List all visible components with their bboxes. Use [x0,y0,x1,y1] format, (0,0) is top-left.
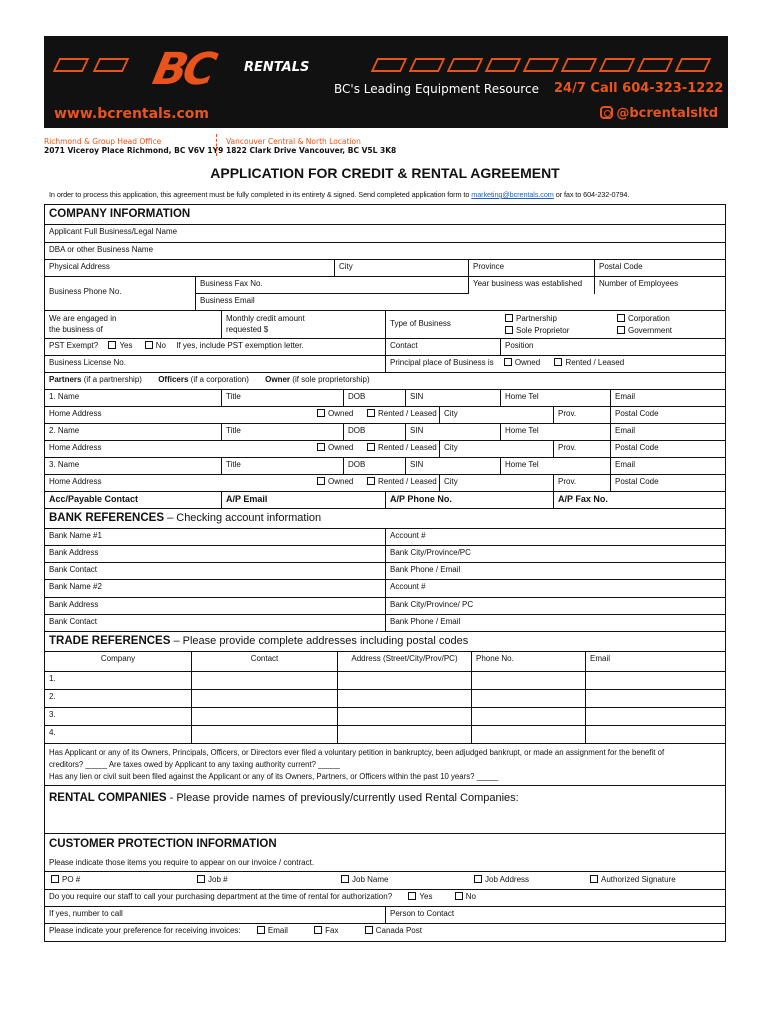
checkbox[interactable] [51,875,59,883]
section-bank [45,509,725,529]
option-label: Canada Post [375,926,422,935]
option-rented[interactable] [363,475,439,491]
row-bank-1-address [45,546,725,563]
field-number-to-call[interactable]: If yes, number to call [49,909,123,918]
checkbox-owned[interactable] [504,358,512,366]
cell[interactable] [337,690,471,707]
location-vancouver [226,137,396,155]
row-number: 3. [49,710,56,719]
option-label: Yes [419,892,433,901]
invoice-preference [45,924,426,941]
section-rental[interactable] [45,786,725,834]
section-heading: TRADE REFERENCES [49,635,171,647]
decor-stripe [371,58,408,72]
option-label: PO # [62,875,81,884]
option-label: Owned [514,358,541,367]
location-title: Vancouver Central & North Location [226,137,361,146]
checkbox[interactable] [505,314,513,322]
decor-stripe [637,58,674,72]
row-address [45,260,725,277]
field-label: Principal place of Business is [390,358,494,367]
field-name[interactable]: 2. Name [49,426,80,435]
field-pst-exempt [45,339,385,355]
instagram-handle[interactable] [600,106,718,121]
option-label: Government [628,326,673,335]
field-home-address[interactable]: Home Address [49,409,102,418]
column-header: Phone No. [471,652,585,671]
legal-questions [45,744,725,786]
decor-stripe [599,58,636,72]
checkbox-canada-post[interactable] [365,926,373,934]
option-rented[interactable] [363,407,439,423]
field-ap-phone[interactable]: A/P Phone No. [385,492,553,508]
field-engaged[interactable] [45,311,221,338]
checkbox-pst-no[interactable] [145,341,153,349]
field-label: We are engaged in [49,314,117,323]
intro-tail: or fax to 604-232-0794. [553,190,630,199]
checkbox[interactable] [505,326,513,334]
field-prov[interactable]: Prov. [553,407,610,423]
checkbox-pst-yes[interactable] [108,341,116,349]
section-subheading: – Checking account information [164,512,322,524]
row-partner-1-address [45,407,725,424]
legal-line: creditors? _____ Are taxes owed by Applicant to any taxing authority current? _____ [49,760,340,769]
section-heading: BANK REFERENCES [49,512,165,524]
option-label: Sole Proprietor [516,326,570,335]
field-city[interactable]: City [439,475,553,491]
field-name[interactable]: 1. Name [49,392,80,401]
cell[interactable] [471,708,585,725]
field-email[interactable]: Email [610,424,727,440]
option-label: Owned [328,477,354,486]
column-header: Address (Street/City/Prov/PC) [337,652,471,671]
field-business-fax[interactable]: Business Fax No. [195,277,468,294]
row-number: 4. [49,728,56,737]
option-corporation[interactable] [617,313,719,325]
decor-stripe [409,58,446,72]
section-subheading: - Please provide names of previously/currently used Rental Companies: [166,792,519,804]
row-number: 1. [49,674,56,683]
option-label: Fax [325,926,339,935]
field-name[interactable]: 3. Name [49,460,80,469]
section-heading: RENTAL COMPANIES [49,792,167,804]
field-postal-code[interactable]: Postal Code [610,475,727,491]
option-label: Rented / Leased [378,443,437,452]
column-header: Email [585,652,727,671]
field-bank-city[interactable]: Bank City/Province/PC [385,546,727,562]
option-label: No [155,341,166,350]
decor-stripe [53,58,90,72]
row-call-question [45,890,725,907]
field-principal-place [385,356,727,372]
row-partner-3 [45,458,725,475]
option-label: Corporation [628,314,670,323]
brand-name: RENTALS [244,60,310,75]
decor-stripe [523,58,560,72]
checkbox-email[interactable] [257,926,265,934]
call-question [45,890,480,906]
field-label: DBA or other Business Name [49,245,154,254]
row-call-details [45,907,725,924]
rental-heading [45,786,523,833]
field-postal-code[interactable]: Postal Code [610,407,727,423]
field-home-tel[interactable]: Home Tel [500,424,610,440]
field-num-employees[interactable]: Number of Employees [594,277,727,294]
row-number: 2. [49,692,56,701]
row-partner-2 [45,424,725,441]
field-label: the business of [49,325,103,334]
option-label: Email [267,926,288,935]
field-title[interactable]: Title [221,458,343,474]
cell[interactable] [191,672,337,689]
field-person-to-contact[interactable]: Person to Contact [385,907,727,923]
field-province[interactable]: Province [468,260,594,276]
field-account[interactable]: Account # [385,529,727,545]
field-business-email[interactable]: Business Email [195,294,468,311]
cell[interactable] [191,690,337,707]
section-trade [45,632,725,652]
checkbox-fax[interactable] [314,926,322,934]
table-row[interactable] [45,690,725,708]
table-row[interactable] [45,708,725,726]
section-protection [45,834,725,856]
checkbox[interactable] [317,409,325,417]
label: (if sole proprietorship) [292,375,370,384]
location-address: 1822 Clark Drive Vancouver, BC V5L 3K8 [226,146,397,155]
checkbox[interactable] [474,875,482,883]
checkbox[interactable] [367,443,375,451]
field-email[interactable]: Email [610,390,727,406]
field-label: PST Exempt? [49,341,99,350]
field-position[interactable]: Position [500,339,727,355]
field-ap-email[interactable]: A/P Email [221,492,385,508]
field-prov[interactable]: Prov. [553,475,610,491]
intro-text [49,190,629,199]
checkbox-rented[interactable] [554,358,562,366]
row-bank-2 [45,580,725,598]
field-prov[interactable]: Prov. [553,441,610,457]
row-pst [45,339,725,356]
cell[interactable] [337,726,471,743]
intro-body: In order to process this application, this agreement must be fully completed in its entirety & signed. Send completed application form to [49,190,472,199]
field-physical-address[interactable]: Physical Address [49,262,110,271]
trade-table-header [45,652,725,672]
brand-logo: BC [148,44,218,95]
label: Partners [49,375,82,384]
option-job[interactable] [193,872,232,889]
field-license[interactable]: Business License No. [49,358,126,367]
field-dba[interactable] [45,243,725,260]
field-account[interactable]: Account # [385,580,727,597]
field-sin[interactable]: SIN [405,424,500,440]
cell[interactable] [191,708,337,725]
checkbox[interactable] [317,477,325,485]
option-owned[interactable] [313,407,357,423]
field-legal-name[interactable] [45,225,725,243]
field-label: requested $ [226,325,269,334]
option-government[interactable] [617,325,719,337]
checkbox[interactable] [617,314,625,322]
decor-stripe [93,58,130,72]
row-partners-header [45,373,725,390]
divider [216,134,217,156]
field-label: Monthly credit amount [226,314,305,323]
option-label: Rented / Leased [565,358,625,367]
field-ap-contact[interactable]: Acc/Payable Contact [49,494,139,504]
field-title[interactable]: Title [221,390,343,406]
field-year-established[interactable]: Year business was established [468,277,594,294]
decor-stripe [485,58,522,72]
checkbox[interactable] [317,443,325,451]
option-label: Job Name [352,875,389,884]
label: Owner [265,375,291,384]
row-license [45,356,725,373]
table-row[interactable] [45,726,725,744]
location-title: Richmond & Group Head Office [44,137,162,146]
table-row[interactable] [45,672,725,690]
field-home-address[interactable]: Home Address [49,477,102,486]
field-title[interactable]: Title [221,424,343,440]
page-title: APPLICATION FOR CREDIT & RENTAL AGREEMENT [210,165,560,181]
option-po[interactable] [47,872,84,889]
question-text: Please indicate your preference for receiving invoices: [49,926,241,935]
legal-line: Has Applicant or any of its Owners, Principals, Officers, or Directors ever filed a voluntary petition in bankruptcy, been adjudged bankrupt, or made an assignment for the benefit of [49,748,665,757]
column-header: Company [100,654,136,663]
field-monthly-credit[interactable] [221,311,385,338]
field-city[interactable]: City [334,260,468,276]
instruction-text: Please indicate those items you require to appear on our invoice / contract. [49,858,315,867]
option-rented[interactable] [363,441,439,457]
label: (if a partnership) [83,375,142,384]
column-header: Contact [191,652,337,671]
option-auth-signature[interactable] [586,872,680,889]
option-label: Partnership [516,314,557,323]
decor-stripe [675,58,712,72]
field-ap-fax[interactable]: A/P Fax No. [553,492,727,508]
email-link[interactable]: marketing@bcrentals.com [471,190,554,199]
option-label: Rented / Leased [378,477,437,486]
field-home-tel[interactable]: Home Tel [500,390,610,406]
row-bank-1 [45,529,725,546]
field-contact[interactable]: Contact [385,339,500,355]
location-richmond [44,137,223,155]
checkbox-call-yes[interactable] [408,892,416,900]
checkbox[interactable] [617,326,625,334]
field-dob[interactable]: DOB [343,424,405,440]
tagline: BC's Leading Equipment Resource [334,82,539,96]
field-bank-name[interactable]: Bank Name #2 [49,582,102,591]
section-heading: COMPANY INFORMATION [49,208,191,220]
cell[interactable] [471,690,585,707]
instagram-text: @bcrentalsltd [616,106,718,121]
legal-text [45,744,668,785]
label: (if a corporation) [190,375,249,384]
option-job-address[interactable] [470,872,533,889]
field-city[interactable]: City [439,407,553,423]
row-phone [45,277,725,311]
field-bank-name[interactable]: Bank Name #1 [49,531,102,540]
field-bank-address[interactable]: Bank Address [49,600,99,609]
field-dob[interactable]: DOB [343,390,405,406]
phone-number: 24/7 Call 604-323-1222 [554,81,724,96]
option-label: Rented / Leased [378,409,437,418]
field-bank-phone[interactable]: Bank Phone / Email [385,563,727,579]
field-dob[interactable]: DOB [343,458,405,474]
option-label: Job Address [485,875,530,884]
option-label: No [465,892,476,901]
row-invoice-items [45,872,725,890]
instagram-icon [600,106,613,119]
option-label: Owned [328,443,354,452]
field-city[interactable]: City [439,441,553,457]
field-sin[interactable]: SIN [405,390,500,406]
field-label: Applicant Full Business/Legal Name [49,227,178,236]
field-home-tel[interactable]: Home Tel [500,458,610,474]
location-address: 2071 Viceroy Place Richmond, BC V6V 1Y9 [44,146,224,155]
checkbox[interactable] [590,875,598,883]
checkbox[interactable] [367,477,375,485]
field-bank-address[interactable]: Bank Address [49,548,99,557]
cell[interactable] [585,690,727,707]
header-banner [44,36,728,128]
partners-header [45,373,374,389]
field-bank-contact[interactable]: Bank Contact [49,565,98,574]
row-partner-3-address [45,475,725,492]
checkbox[interactable] [341,875,349,883]
decor-stripe [447,58,484,72]
section-company [45,205,725,225]
label: Officers [158,375,189,384]
row-partner-1 [45,390,725,407]
row-ap [45,492,725,509]
option-label: Owned [328,409,354,418]
legal-line: Has any lien or civil suit been filed against the Applicant or any of its Owners, Partners, or Officers within the past 10 years? _____ [49,772,499,781]
section-heading: CUSTOMER PROTECTION INFORMATION [49,838,277,850]
cell[interactable] [585,726,727,743]
cell[interactable] [585,708,727,725]
cell[interactable] [337,708,471,725]
row-bank-2-contact [45,615,725,632]
decor-stripe [561,58,598,72]
field-bank-city[interactable]: Bank City/Province/ PC [385,598,727,614]
field-bank-phone[interactable]: Bank Phone / Email [385,615,727,631]
field-postal-code[interactable]: Postal Code [594,260,727,276]
option-label: Yes [119,341,133,350]
pst-note: If yes, include PST exemption letter. [176,341,304,350]
row-invoice-pref [45,924,725,941]
row-partner-2-address [45,441,725,458]
application-form [44,204,726,942]
field-business-phone[interactable]: Business Phone No. [49,287,122,296]
cell[interactable] [337,672,471,689]
business-type-options-2 [613,311,723,338]
cell[interactable] [471,726,585,743]
cell[interactable] [191,726,337,743]
row-engaged [45,311,725,339]
cell[interactable] [471,672,585,689]
option-owned[interactable] [313,441,357,457]
option-partnership[interactable] [505,313,607,325]
field-postal-code[interactable]: Postal Code [610,441,727,457]
website-link[interactable]: www.bcrentals.com [54,106,210,122]
option-owned[interactable] [313,475,357,491]
field-email[interactable]: Email [610,458,727,474]
section-subheading: – Please provide complete addresses including postal codes [170,635,469,647]
field-sin[interactable]: SIN [405,458,500,474]
checkbox[interactable] [367,409,375,417]
option-label: Authorized Signature [601,875,676,884]
row-bank-2-address [45,598,725,615]
checkbox[interactable] [197,875,205,883]
business-type-options-1 [501,311,611,338]
option-job-name[interactable] [337,872,392,889]
field-home-address[interactable]: Home Address [49,443,102,452]
field-type-business: Type of Business [385,311,499,338]
protection-instruction [45,856,725,872]
field-bank-contact[interactable]: Bank Contact [49,617,98,626]
cell[interactable] [585,672,727,689]
option-label: Job # [208,875,228,884]
question-text: Do you require our staff to call your purchasing department at the time of rental for authorization? [49,892,393,901]
checkbox-call-no[interactable] [455,892,463,900]
option-sole-proprietor[interactable] [505,325,607,337]
row-bank-1-contact [45,563,725,580]
